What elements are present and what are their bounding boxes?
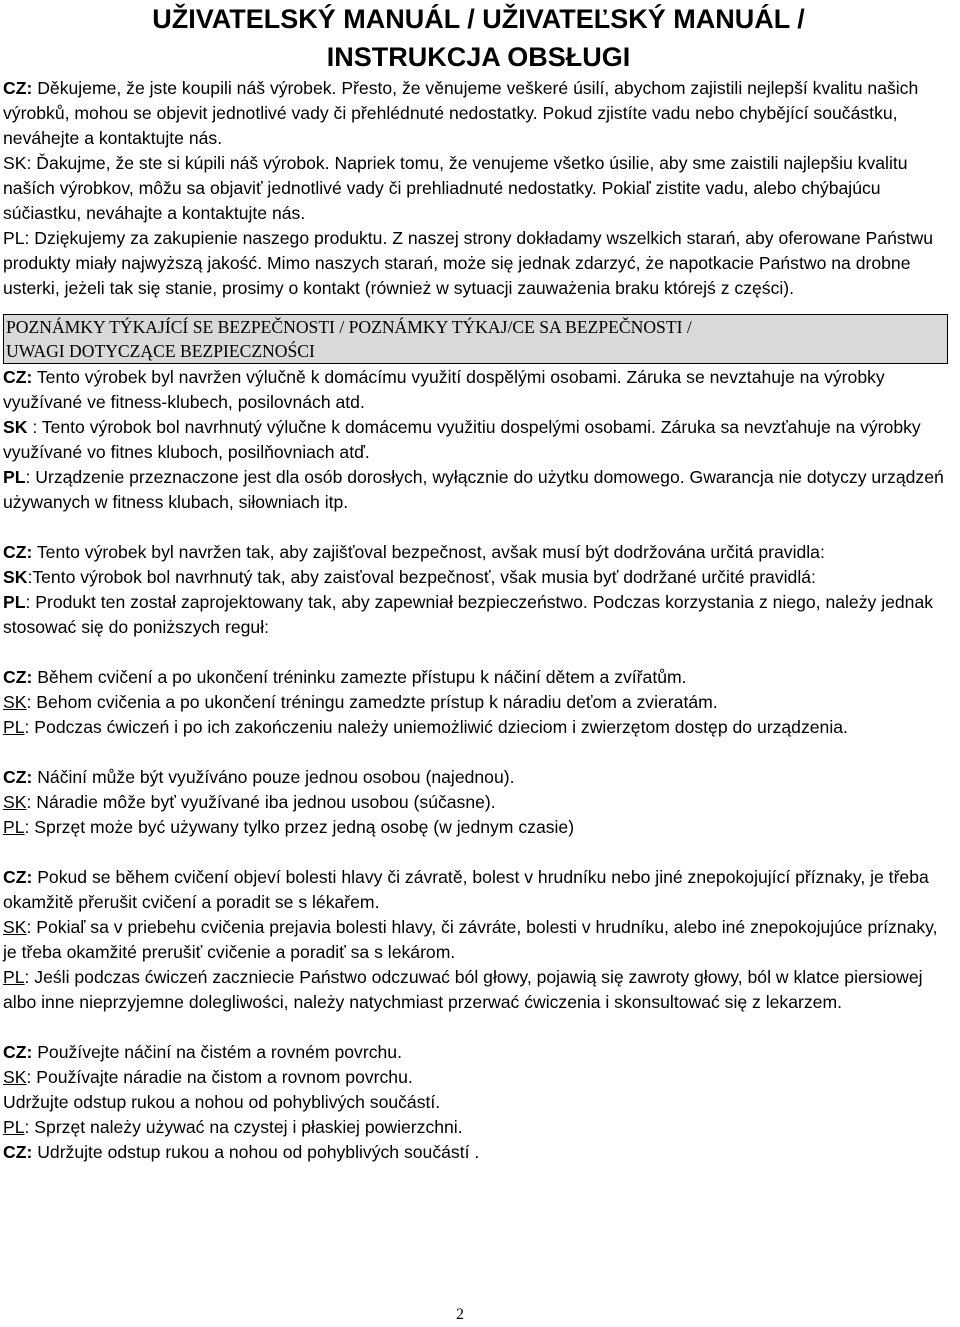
- p3-pl-text: : Podczas ćwiczeń i po ich zakończeniu należy uniemożliwić dzieciom i zwierzętom dostęp do urządzenia.: [24, 717, 848, 737]
- p3-cz-text: Během cvičení a po ukončení tréninku zamezte přístupu k náčiní dětem a zvířatům.: [32, 667, 687, 687]
- intro-pl: [3, 226, 954, 301]
- lang-label-pl: PL: [3, 717, 25, 737]
- document-title: [3, 0, 954, 76]
- p5-sk: [3, 915, 954, 965]
- lang-label-cz: CZ:: [3, 767, 33, 787]
- p6-pl: [3, 1115, 954, 1140]
- p3-sk-text: : Behom cvičenia a po ukončení tréningu zamedzte prístup k náradiu deťom a zvieratám.: [26, 692, 718, 712]
- p2-pl: [3, 590, 954, 640]
- intro-sk-text: : Ďakujme, že ste si kúpili náš výrobok. Napriek tomu, že venujeme všetko úsilie, aby sme zaistili najlepšiu kvalitu naších výrobkov, môžu sa objaviť jednotlivé vady či prehliadnuté nedostatky. Pokiaľ zistite vadu, alebo chýbajúcu súčiastku, neváhajte a kontaktujte nás.: [3, 153, 908, 223]
- p2-sk: [3, 565, 954, 590]
- lang-label-cz: CZ:: [3, 1142, 33, 1162]
- lang-label-sk: SK: [3, 792, 27, 812]
- p2-pl-text: : Produkt ten został zaprojektowany tak, aby zapewniał bezpieczeństwo. Podczas korzystania z niego, należy jednak stosować się do poniższych reguł:: [3, 592, 934, 637]
- p6-cz-2: [3, 1140, 954, 1165]
- p4-sk: [3, 790, 954, 815]
- p1-sk: [3, 415, 954, 465]
- p6-sk: [3, 1065, 954, 1090]
- intro-sk: [3, 151, 954, 226]
- p4-cz: [3, 765, 954, 790]
- paragraph-gap: [3, 515, 954, 540]
- lang-label-sk: SK: [3, 1067, 27, 1087]
- p3-sk: [3, 690, 954, 715]
- lang-label-cz: CZ:: [3, 367, 33, 387]
- intro-cz-text: Děkujeme, že jste koupili náš výrobek. Přesto, že věnujeme veškeré úsilí, abychom zajistili nejlepší kvalitu našich výrobků, mohou se objevit jednotlivé vady či přehlédnuté nedostatky. Pokud zjistíte vadu nebo chybějící součástku, neváhejte a kontaktujte nás.: [3, 78, 919, 148]
- lang-label-pl: PL: [3, 228, 25, 248]
- intro-pl-text: : Dziękujemy za zakupienie naszego produktu. Z naszej strony dokładamy wszelkich starań, aby oferowane Państwu produkty miały najwyższą jakość. Mimo naszych starań, może się jednak zdarzyć, że napotkacie Państwo na drobne usterki, jeżeli tak się stanie, prosimy o kontakt (również w sytuacji zauważenia braku którejś z części).: [3, 228, 934, 298]
- p6-cz-text: Používejte náčiní na čistém a rovném povrchu.: [32, 1042, 402, 1062]
- p5-pl: [3, 965, 954, 1015]
- paragraph-gap: [3, 640, 954, 665]
- paragraph-gap: [3, 840, 954, 865]
- p3-pl: [3, 715, 954, 740]
- p1-cz: [3, 365, 954, 415]
- p6-pl-text: : Sprzęt należy używać na czystej i płaskiej powierzchni.: [24, 1117, 463, 1137]
- lang-label-sk: SK: [3, 153, 27, 173]
- section-title-line-1: POZNÁMKY TÝKAJÍCÍ SE BEZPEČNOSTI / POZNÁMKY TÝKAJ/CE SA BEZPEČNOSTI /: [6, 317, 692, 337]
- lang-label-sk: SK: [3, 917, 27, 937]
- lang-label-pl: PL: [3, 592, 26, 612]
- p4-pl-text: : Sprzęt może być używany tylko przez jedną osobę (w jednym czasie): [24, 817, 575, 837]
- lang-label-cz: CZ:: [3, 667, 33, 687]
- p5-cz: [3, 865, 954, 915]
- lang-label-cz: CZ:: [3, 78, 33, 98]
- lang-label-cz: CZ:: [3, 867, 33, 887]
- lang-label-sk: SK: [3, 567, 28, 587]
- lang-label-sk: SK: [3, 417, 28, 437]
- p1-sk-text: : Tento výrobok bol navrhnutý výlučne k domácemu využitiu dospelými osobami. Záruka sa nevzťahuje na výrobky využívané vo fitnes kluboch, posilňovniach atď.: [3, 417, 921, 462]
- title-line-2: INSTRUKCJA OBSŁUGI: [326, 42, 631, 72]
- p1-pl: [3, 465, 954, 515]
- lang-label-pl: PL: [3, 817, 25, 837]
- safety-section-header: [3, 314, 948, 364]
- lang-label-sk: SK: [3, 692, 27, 712]
- paragraph-gap: [3, 740, 954, 765]
- section-title-line-2: UWAGI DOTYCZĄCE BEZPIECZNOŚCI: [6, 341, 315, 361]
- p6-cz: [3, 1040, 954, 1065]
- lang-label-cz: CZ:: [3, 542, 33, 562]
- lang-label-pl: PL: [3, 1117, 25, 1137]
- p5-sk-text: : Pokiaľ sa v priebehu cvičenia prejavia bolesti hlavy, či závráte, bolesti v hrudníku, alebo iné znepokojujúce príznaky, je třeba okamžité prerušiť cvičenie a poradiť sa s lekárom.: [3, 917, 938, 962]
- paragraph-gap: [3, 1015, 954, 1040]
- title-line-1: UŽIVATELSKÝ MANUÁL / UŽIVATEĽSKÝ MANUÁL /: [152, 4, 805, 34]
- lang-label-cz: CZ:: [3, 1042, 33, 1062]
- p4-sk-text: : Náradie môže byť využívané iba jednou usobou (súčasne).: [26, 792, 496, 812]
- p5-cz-text: Pokud se během cvičení objeví bolesti hlavy či závratě, bolest v hrudníku nebo jiné znepokojující příznaky, je třeba okamžitě přerušit cvičení a poradit se s lékařem.: [3, 867, 929, 912]
- p5-pl-text: : Jeśli podczas ćwiczeń zaczniecie Państwo odczuwać ból głowy, pojawią się zawroty głowy, ból w klatce piersiowej albo inne nieprzyjemne dolegliwości, należy natychmiast przerwać ćwiczenia i skonsultować się z lekarzem.: [3, 967, 923, 1012]
- p4-pl: [3, 815, 954, 840]
- document-body: [3, 76, 954, 1165]
- intro-cz: [3, 76, 954, 151]
- p6-extra: Udržujte odstup rukou a nohou od pohyblivých součástí.: [3, 1092, 441, 1112]
- p1-pl-text: : Urządzenie przeznaczone jest dla osób dorosłych, wyłącznie do użytku domowego. Gwarancja nie dotyczy urządzeń używanych w fitness klubach, siłowniach itp.: [3, 467, 944, 512]
- p6-sk-text: : Používajte náradie na čistom a rovnom povrchu.: [26, 1067, 413, 1087]
- p1-cz-text: Tento výrobek byl navržen výlučně k domácímu využití dospělými osobami. Záruka se nevztahuje na výrobky využívané ve fitness-klubech, posilovnách atd.: [3, 367, 885, 412]
- p6-cz2-text: Udržujte odstup rukou a nohou od pohyblivých součástí .: [32, 1142, 480, 1162]
- page-number: 2: [456, 1306, 464, 1323]
- lang-label-pl: PL: [3, 967, 25, 987]
- p2-cz-text: Tento výrobek byl navržen tak, aby zajišťoval bezpečnost, avšak musí být dodržována určitá pravidla:: [32, 542, 825, 562]
- lang-label-pl: PL: [3, 467, 26, 487]
- p4-cz-text: Náčiní může být využíváno pouze jednou osobou (najednou).: [32, 767, 515, 787]
- p2-cz: [3, 540, 954, 565]
- p3-cz: [3, 665, 954, 690]
- p2-sk-text: :Tento výrobok bol navrhnutý tak, aby zaisťoval bezpečnosť, však musia byť dodržané určité pravidlá:: [27, 567, 816, 587]
